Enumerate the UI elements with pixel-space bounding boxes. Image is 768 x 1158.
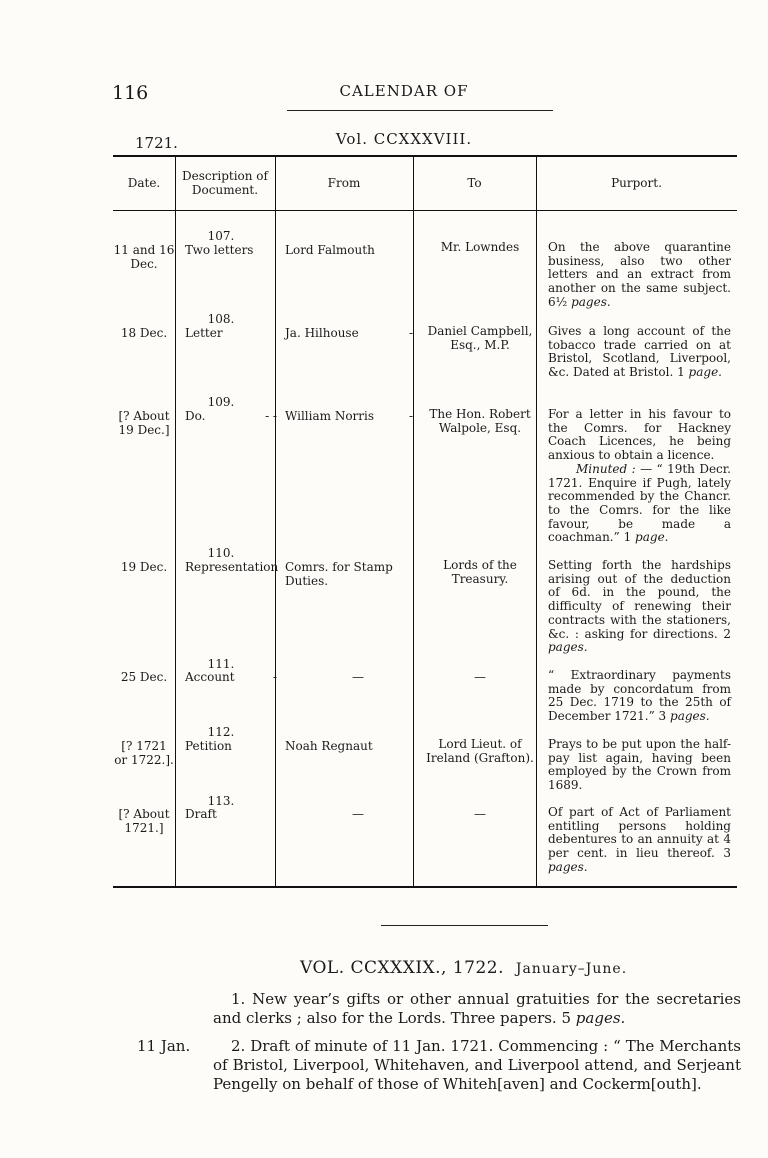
- entry-date: [? 1721 or 1722.].: [114, 739, 174, 767]
- entry-from: Lord Falmouth: [285, 243, 375, 257]
- section-separator: [381, 925, 548, 926]
- column-divider: [175, 155, 176, 888]
- entry-description: Letter: [185, 326, 223, 340]
- entry-date: 25 Dec.: [120, 670, 168, 684]
- entry-to: Daniel Campbell, Esq., M.P.: [427, 324, 533, 352]
- page-number: 116: [112, 82, 149, 104]
- entry-purport: Of part of Act of Parliament entitling persons holding debentures to an annuity at 4 per cent. in lieu thereof. 3 pages.: [548, 805, 731, 874]
- entry-date: [? About 1721.]: [118, 807, 170, 835]
- table-year: 1721.: [135, 134, 178, 152]
- entry-number: 110.: [207, 546, 235, 560]
- header-rule: [287, 110, 553, 111]
- table-header-rule: [113, 210, 737, 211]
- entry-number: 113.: [207, 794, 235, 808]
- column-divider: [536, 155, 537, 888]
- entry-from: Noah Regnaut: [285, 739, 373, 753]
- entry-to: Lord Lieut. of Ireland (Grafton).: [426, 737, 534, 765]
- entry-from: Comrs. for Stamp Duties.: [285, 560, 393, 588]
- entry-description: Draft: [185, 807, 217, 821]
- entry-number: 111.: [207, 657, 235, 671]
- entry-purport: Prays to be put upon the half-pay list again, having been employed by the Crown from 1689.: [548, 737, 731, 793]
- entry-number: 107.: [207, 229, 235, 243]
- entry-from: —: [352, 807, 364, 821]
- table-bottom-rule: [113, 886, 737, 888]
- calendar-entry: 2. Draft of minute of 11 Jan. 1721. Commencing : “ The Merchants of Bristol, Liverpool, Whitehaven, and Liverpool attend, and Serjeant Pengelly on behalf of those of Whiteh[aven] and Cockerm[outh].: [213, 1037, 741, 1093]
- entry-number: 109.: [207, 395, 235, 409]
- entry-purport: “ Extraordinary payments made by concordatum from 25 Dec. 1719 to the 25th of December 1721.” 3 pages.: [548, 668, 731, 724]
- entry-purport: Gives a long account of the tobacco trade carried on at Bristol, Scotland, Liverpool, &c. Dated at Bristol. 1 page.: [548, 324, 731, 380]
- calendar-table: [113, 155, 737, 888]
- entry-description: Petition: [185, 739, 232, 753]
- entry-number: 108.: [207, 312, 235, 326]
- column-header-date: Date.: [127, 175, 161, 190]
- entry-to: Lords of the Treasury.: [443, 558, 517, 586]
- entry-to: Mr. Lowndes: [440, 240, 520, 254]
- column-header-to: To: [467, 175, 482, 190]
- entry-from: Ja. Hilhouse -: [285, 326, 413, 340]
- entry-to: The Hon. Robert Walpole, Esq.: [429, 407, 531, 435]
- entry-purport: For a letter in his favour to the Comrs. for Hackney Coach Licences, he being anxious to obtain a licence. Minuted : — “ 19th Decr. 1721. Enquire if Pugh, lately recommended by the Chancr. to the Comrs. for the like favour, be made a coachman.” 1 page.: [548, 407, 731, 545]
- entry-description: Two letters: [185, 243, 254, 257]
- entry-purport: On the above quarantine business, also two other letters and an extract from another on the same subject. 6½ pages.: [548, 240, 731, 309]
- column-divider: [275, 155, 276, 888]
- entry-date: 11 Jan.: [137, 1037, 191, 1055]
- entry-to: —: [474, 670, 486, 684]
- column-divider: [413, 155, 414, 888]
- section-heading: VOL. CCXXXIX., 1722. January–June.: [300, 958, 628, 978]
- entry-description: Representation: [185, 560, 279, 574]
- entry-date: 19 Dec.: [120, 560, 168, 574]
- entry-date: 11 and 16 Dec.: [113, 243, 175, 271]
- entry-date: [? About 19 Dec.]: [118, 409, 170, 437]
- entry-from: William Norris -: [285, 409, 413, 423]
- entry-to: —: [474, 807, 486, 821]
- entry-date: 18 Dec.: [120, 326, 168, 340]
- entry-from: —: [352, 670, 364, 684]
- column-header-purport: Purport.: [611, 175, 662, 190]
- running-title: CALENDAR OF: [339, 82, 469, 100]
- column-header-description: Description of Document.: [182, 168, 268, 197]
- entry-purport: Setting forth the hardships arising out of the deduction of 6d. in the pound, the difficulty of renewing their contracts with the stationers, &c. : asking for directions. 2 pages.: [548, 558, 731, 655]
- entry-description: Account -: [185, 670, 277, 684]
- entry-number: 112.: [207, 725, 235, 739]
- entry-description: Do. - -: [185, 409, 277, 423]
- calendar-entry: 1. New year’s gifts or other annual gratuities for the secretaries and clerks ; also for the Lords. Three papers. 5 pages.: [213, 990, 741, 1027]
- volume-heading: Vol. CCXXXVIII.: [335, 130, 473, 148]
- column-header-from: From: [327, 175, 361, 190]
